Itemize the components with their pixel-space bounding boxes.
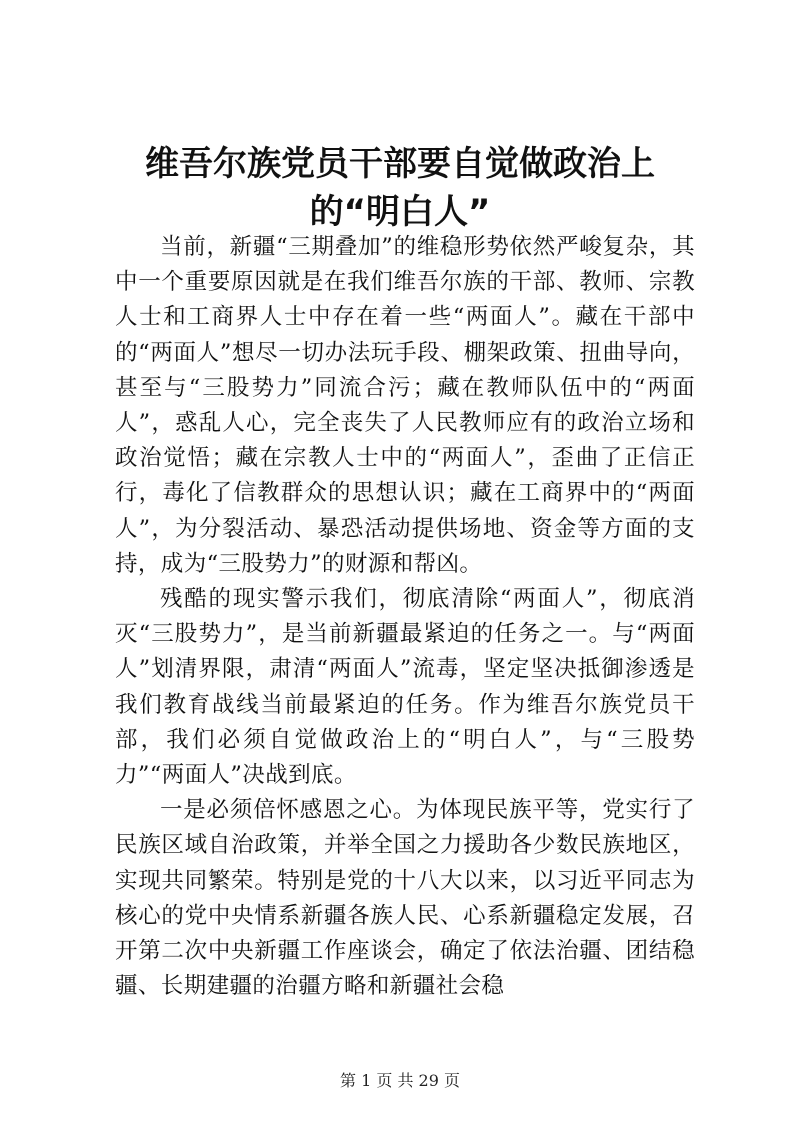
body-paragraph-1: 当前，新疆“三期叠加”的维稳形势依然严峻复杂，其中一个重要原因就是在我们维吾尔族的干部、教师、宗教人士和工商界人士中存在着一些“两面人”。藏在干部中的“两面人”想尽一切办法玩手段、棚架政策、扭曲导向，甚至与“三股势力”同流合污；藏在教师队伍中的“两面人”，惑乱人心，完全丧失了人民教师应有的政治立场和政治觉悟；藏在宗教人士中的“两面人”，歪曲了正信正行，毒化了信教群众的思想认识；藏在工商界中的“两面人”，为分裂活动、暴恐活动提供场地、资金等方面的支持，成为“三股势力”的财源和帮凶。 (115, 234, 695, 577)
document-body (115, 230, 695, 1004)
document-title: 维吾尔族党员干部要自觉做政治上的“明白人” (145, 144, 655, 232)
page-number-footer: 第 1 页 共 29 页 (340, 1071, 460, 1090)
body-paragraph-3: 一是必须倍怀感恩之心。为体现民族平等，党实行了民族区域自治政策，并举全国之力援助各少数民族地区，实现共同繁荣。特别是党的十八大以来，以习近平同志为核心的党中央情系新疆各族人民、心系新疆稳定发展，召开第二次中央新疆工作座谈会，确定了依法治疆、团结稳疆、长期建疆的治疆方略和新疆社会稳 (115, 797, 695, 1000)
body-paragraph-2: 残酷的现实警示我们，彻底清除“两面人”，彻底消灭“三股势力”，是当前新疆最紧迫的任务之一。与“两面人”划清界限，肃清“两面人”流毒，坚定坚决抵御渗透是我们教育战线当前最紧迫的任务。作为维吾尔族党员干部，我们必须自觉做政治上的“明白人”，与“三股势力”“两面人”决战到底。 (115, 586, 695, 789)
